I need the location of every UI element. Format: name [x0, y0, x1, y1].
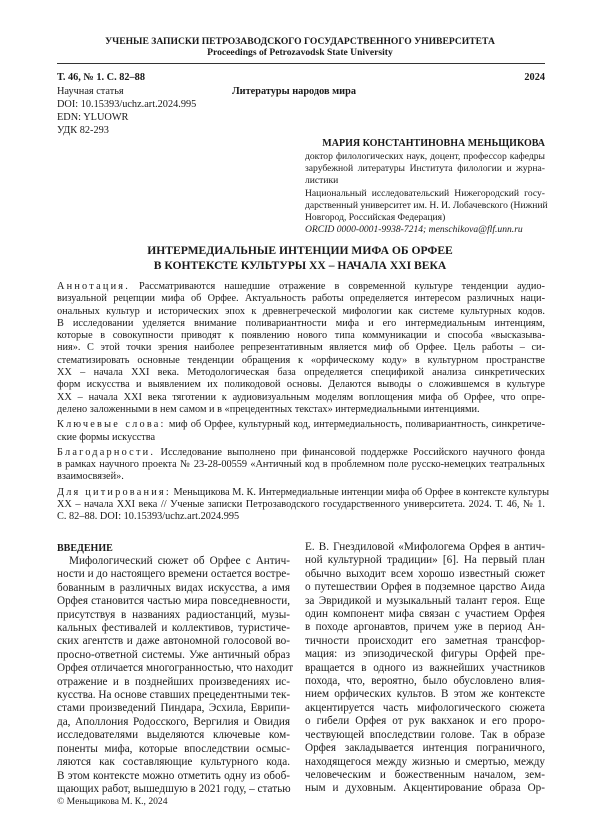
section-heading: ВВЕДЕНИЕ	[57, 543, 113, 554]
paragraph-line: ских агентств и даже автономной голосовой во-	[57, 635, 290, 648]
section-title: Литературы народов мира	[232, 86, 356, 97]
paragraph-line: Орфея отличается многогранностью, что находит	[57, 662, 294, 675]
affiliation-line: зарубежной литературы Института филологии и журна-	[305, 163, 545, 175]
text-line: XX – начала XXI века // Ученые записки Петрозаводского государственного университета. 2024. Т. 46, № 1.	[57, 499, 545, 511]
text-line: В исследовании уделяется внимание поливариантности мифа и его интермедиальным интенциям,	[57, 317, 545, 329]
text-line: Рассматриваются нашедшие отражение в современной культуре тенденции аудио-	[139, 281, 545, 292]
text-line: которые в совокупности приводят к появлению нового типа коммуникации и способа «высказыва-	[57, 330, 545, 342]
paragraph-line: В этом контексте можно отметить одну из обоб-	[57, 769, 290, 782]
paragraph-line: Орфея закладывается интенция пограничного,	[305, 742, 545, 755]
article-title	[0, 243, 600, 273]
text-line	[57, 419, 545, 431]
text-line: стематизировать основные тенденции обращения к «орфическому коду» в культурном пространстве	[57, 354, 545, 366]
copyright: © Меньщикова М. К., 2024	[57, 796, 168, 807]
paragraph-line: бованным в различных видах искусства, а имя	[57, 581, 290, 594]
paragraph-line: нием орфических культов. В этом же контексте	[305, 688, 545, 701]
paragraph-line: Е. В. Гнездиловой «Мифологема Орфея в антич-	[305, 541, 545, 553]
text-line: взаимосвязей».	[57, 471, 124, 483]
author-orcid-email[interactable]: ORCID 0000-0001-9938-7214; menschikova@flf.unn.ru	[305, 224, 523, 236]
text-line: Исследование выполнено при финансовой поддержке Российского научного фонда	[160, 446, 545, 458]
paragraph-line: просно-ответной системы. Уже античный образ	[57, 648, 290, 661]
text-line: XX – начала XXI века тяготении к аудиовизуальным моделям воплощения мифа об Орфее, что опре-	[57, 391, 545, 403]
paragraph-line: присутствуя в названиях радиостанций, музы-	[57, 608, 290, 621]
paragraph-line: Мифологический сюжет об Орфее с Антич-	[69, 555, 290, 567]
paragraph-line: в походе аргонавтов, причем уже в период Ан-	[305, 621, 545, 634]
text-line: в рамках научного проекта № 23-28-00559 «Античный код в проблемном поле русско-немецких театральных	[57, 459, 545, 471]
author-affiliation	[305, 151, 548, 236]
title-line: ИНТЕРМЕДИАЛЬНЫЕ ИНТЕНЦИИ МИФА ОБ ОРФЕЕ	[147, 244, 453, 257]
citation-label: Для цитирования:	[57, 486, 171, 498]
text-line: XX – начала XXI века. Методологическая база определяется спецификой анализа синкретических	[57, 367, 545, 379]
acknowledgements	[57, 447, 545, 484]
affiliation-line: доктор филологических наук, доцент, профессор кафедры	[305, 151, 545, 162]
header-divider	[57, 63, 545, 64]
paragraph-line: один компонент мифа связан с участием Орфея	[305, 608, 545, 621]
paragraph-line: акцентируется часть мифологического сюжета	[305, 701, 545, 714]
paragraph-line: отражение и в позднейших произведениях ис-	[57, 675, 290, 688]
abstract-label: Аннотация.	[57, 281, 130, 292]
paragraph-line: вращается в одного из важнейших участников	[305, 661, 545, 674]
text-line: Меньщикова М. К. Интермедиальные интенции мифа об Орфее в контексте культуры	[173, 486, 549, 498]
affiliation-line: листики	[305, 175, 339, 187]
paragraph-line: мация: из эпизодической фигуры Орфей пре-	[305, 648, 545, 661]
text-line: миф об Орфее, культурный код, интермедиальность, поливариантность, синкретиче-	[168, 419, 545, 431]
paragraph-line: кусства. На основе ставших прецедентными тек-	[57, 689, 291, 702]
author-name: МАРИЯ КОНСТАНТИНОВНА МЕНЬЩИКОВА	[322, 138, 545, 149]
paragraph-line: за Эвридикой и музыкальный талант героя. Еще	[305, 594, 545, 607]
text-line	[57, 281, 545, 293]
paragraph-line: исследователями выделяются ключевые ком-	[57, 729, 290, 742]
text-line: ские формы искусства	[57, 431, 156, 443]
doi[interactable]: DOI: 10.15393/uchz.art.2024.995	[57, 99, 197, 110]
udk: УДК 82-293	[57, 125, 109, 136]
body-column-left	[57, 555, 294, 796]
paragraph-line: да, Аполлония Родосского, Вергилия и Овидия	[57, 715, 290, 728]
text-line: форм искусства и выявлением их поликодовой основы. Делаются выводы о сложившемся в культуре	[57, 379, 545, 391]
paragraph-line: человеческим и божественным началом, зем-	[305, 768, 545, 781]
paragraph-line: тичности происходит его заметная трансфор-	[305, 634, 545, 647]
paragraph-line: похода, что, вероятно, было обусловлено влия-	[305, 675, 545, 688]
journal-title-en: Proceedings of Petrozavodsk State University	[207, 47, 393, 58]
affiliation-line: дарственный университет им. Н. И. Лобачевского (Нижний	[305, 199, 548, 211]
keywords	[57, 419, 545, 444]
text-line: ния». С этой точки зрения наиболее репрезентативным является миф об Орфее. Цель работы – си-	[57, 342, 545, 354]
paragraph-line: ной культурной традиции» [6]. На первый план	[305, 554, 545, 567]
title-line: В КОНТЕКСТЕ КУЛЬТУРЫ XX – НАЧАЛА XXI ВЕКА	[153, 259, 447, 272]
acknowledgements-label: Благодарности.	[57, 446, 156, 458]
paragraph-line: ляются как составляющие культурного кода.	[57, 756, 290, 769]
paragraph-line: поненты мифа, которые впоследствии осмыс-	[57, 742, 290, 755]
text-line	[57, 447, 545, 459]
edn: EDN: YLUOWR	[57, 112, 129, 123]
paragraph-line: ности и до настоящего времени остается востре-	[57, 568, 290, 581]
volume-pages: Т. 46, № 1. С. 82–88	[57, 72, 145, 83]
text-line: делено заложенными в нем самом и в «прецедентных текстах» интермедиальными интенциями.	[57, 403, 480, 415]
affiliation-line: Новгород, Российская Федерация)	[305, 212, 446, 224]
paragraph-line: чествующей впоследствии голове. Так в образе	[305, 728, 545, 741]
text-line: визуальной рецепции мифа об Орфее. Актуальность работы определяется интересом различных наци-	[57, 293, 545, 305]
keywords-label: Ключевые слова:	[57, 419, 166, 431]
year: 2024	[524, 72, 545, 83]
text-line	[57, 486, 549, 499]
paragraph-line: обычно выходит всем хорошо известный сюжет	[305, 567, 545, 580]
paragraph-line: Орфея становится частью мира повседневности,	[57, 595, 290, 608]
abstract	[57, 281, 549, 524]
article-type: Научная статья	[57, 86, 124, 97]
text-line: С. 82–88. DOI: 10.15393/uchz.art.2024.995	[57, 511, 240, 523]
paragraph-line: ным и духовным. Акцентирование образа Ор-	[305, 782, 545, 795]
paragraph-line: находящегося между жизнью и смертью, между	[305, 755, 545, 768]
journal-title: УЧЕНЫЕ ЗАПИСКИ ПЕТРОЗАВОДСКОГО ГОСУДАРСТВЕННОГО УНИВЕРСИТЕТА	[105, 36, 495, 47]
paragraph-line: стами произведений Пиндара, Эсхила, Еврипи-	[57, 702, 290, 715]
citation	[57, 486, 549, 524]
paragraph-line: о гибели Орфея от рук вакханок и его проро-	[305, 715, 545, 728]
paragraph-line: кальных фестивалей и коллективов, туристиче-	[57, 622, 290, 635]
affiliation-line: Национальный исследовательский Нижегородский госу-	[305, 187, 545, 199]
text-line: ональных культур и исторических эпох к древнегреческой мифологии как системе культурных кодов.	[57, 305, 545, 317]
body-column-right	[305, 541, 545, 796]
paragraph-line: о путешествии Орфея в подземное царство Аида	[305, 581, 545, 594]
paragraph-line: щающих работ, вышедшую в 2021 году, – статью	[57, 782, 291, 795]
